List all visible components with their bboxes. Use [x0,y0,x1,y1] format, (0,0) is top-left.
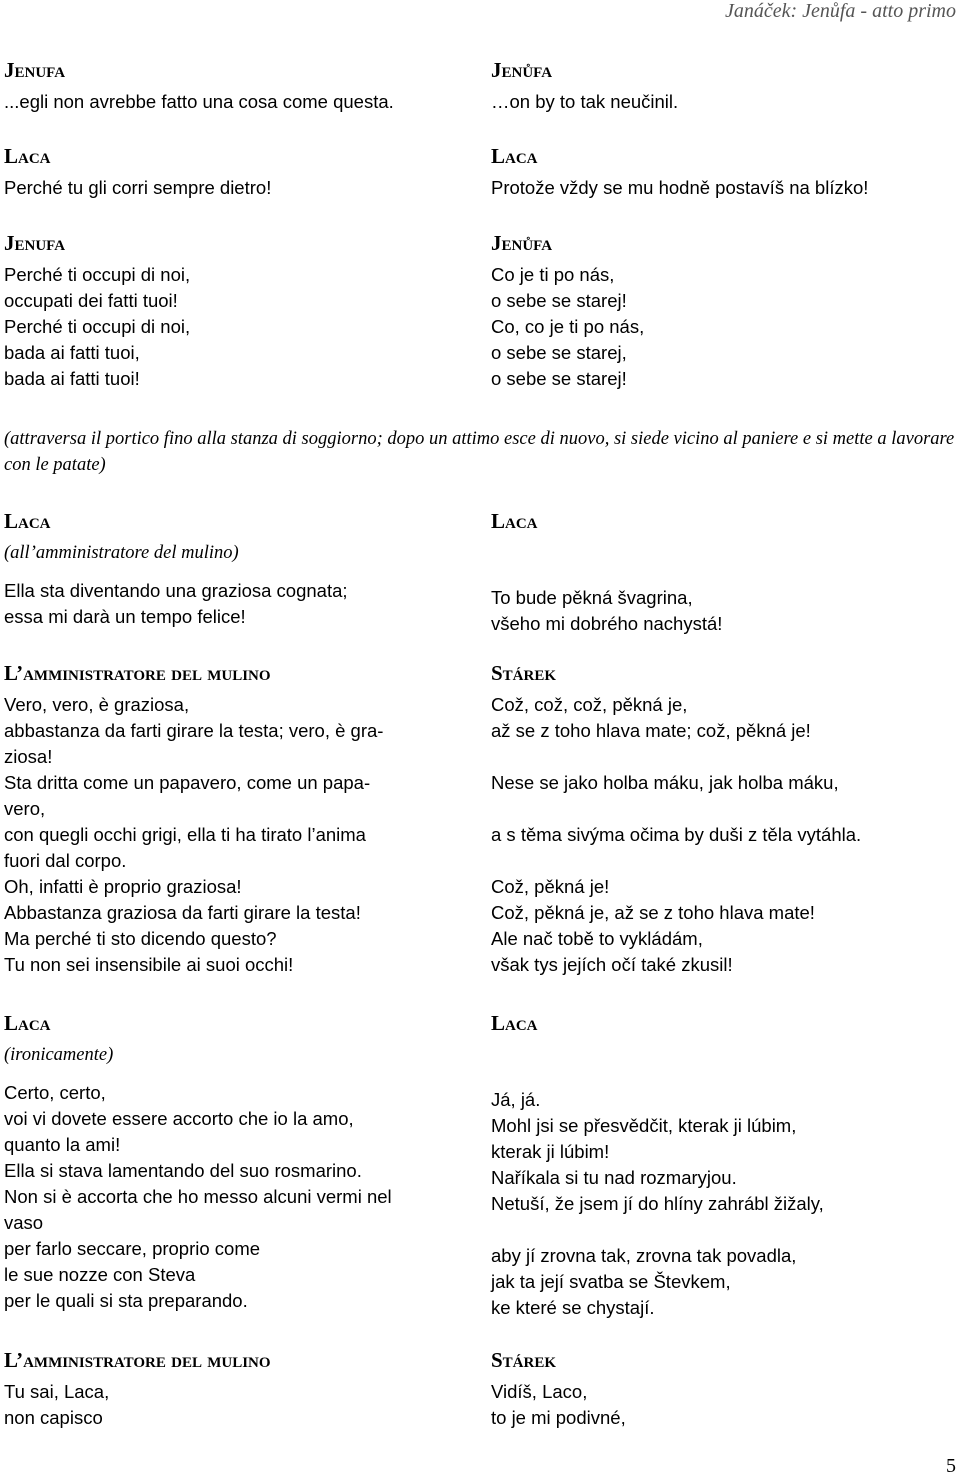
dialogue-line: ...egli non avrebbe fatto una cosa come questa. [4,91,394,112]
dialogue-left-2 [4,144,469,201]
speaker-name: Jenufa [4,58,66,82]
dialogue-line: Abbastanza graziosa da farti girare la testa! [4,902,361,923]
dialogue-right-starek-2 [491,1348,956,1431]
dialogue-line: a s těma sivýma očima by duši z těla vytáhla. [491,824,862,845]
dialogue-line: Ella si stava lamentando del suo rosmarino. [4,1160,362,1181]
dialogue-line: Vero, vero, è graziosa, [4,694,190,715]
dialogue-line: essa mi darà un tempo felice! [4,606,246,627]
dialogue-line: o sebe se starej! [491,290,627,311]
speaker-name: L’amministratore del mulino [4,1348,271,1372]
dialogue-line: vero, [4,798,46,819]
dialogue-line: Což, což, což, pěkná je, [491,694,688,715]
dialogue-line: aby jí zrovna tak, zrovna tak povadla, [491,1245,797,1266]
speaker-name: Jenůfa [491,231,553,255]
dialogue-line: fuori dal corpo. [4,850,127,871]
dialogue-line: Co je ti po nás, [491,264,615,285]
dialogue-line: o sebe se starej! [491,368,627,389]
dialogue-line: Netuší, že jsem jí do hlíny zahrábl žižaly, [491,1193,824,1214]
dialogue-line: o sebe se starej, [491,342,627,363]
speaker-name: Jenůfa [491,58,553,82]
dialogue-line: to je mi podivné, [491,1407,626,1428]
dialogue-line: Perché ti occupi di noi, [4,316,191,337]
speaker-name: L’amministratore del mulino [4,661,271,685]
dialogue-line: Ma perché ti sto dicendo questo? [4,928,277,949]
dialogue-left-3 [4,231,469,392]
dialogue-line: ziosa! [4,746,53,767]
dialogue-line: Tu sai, Laca, [4,1381,110,1402]
dialogue-line: kterak ji lúbim! [491,1141,610,1162]
dialogue-line: Certo, certo, [4,1082,106,1103]
dialogue-line: Ale nač tobě to vykládám, [491,928,703,949]
dialogue-left-laca-2 [4,1011,469,1314]
dialogue-line: Ella sta diventando una graziosa cognata; [4,580,348,601]
dialogue-right-3 [491,231,956,392]
dialogue-line: Nese se jako holba máku, jak holba máku, [491,772,839,793]
dialogue-line: Perché tu gli corri sempre dietro! [4,177,272,198]
speaker-name: Laca [491,1011,538,1035]
stage-note: (all’amministratore del mulino) [4,543,239,563]
dialogue-line: per farlo seccare, proprio come [4,1238,261,1259]
stage-note: (ironicamente) [4,1045,114,1065]
dialogue-right-laca-2 [491,1011,956,1321]
dialogue-line: Což, pěkná je, až se z toho hlava mate! [491,902,815,923]
dialogue-line: con quegli occhi grigi, ella ti ha tirato l’anima [4,824,366,845]
dialogue-line: Sta dritta come un papavero, come un papa- [4,772,371,793]
dialogue-line: všeho mi dobrého nachystá! [491,613,723,634]
page-header: Janáček: Jenůfa - atto primo [724,0,956,22]
dialogue-line: voi vi dovete essere accorto che io la amo, [4,1108,354,1129]
stage-direction: (attraversa il portico fino alla stanza di soggiorno; dopo un attimo esce di nuovo, si siede vicino al paniere e si mette a lavorare con le patate) [4,429,955,475]
dialogue-line: ke které se chystají. [491,1297,655,1318]
speaker-name: Laca [4,144,51,168]
speaker-name: Laca [4,509,51,533]
dialogue-line: Mohl jsi se přesvědčit, kterak ji lúbim, [491,1115,797,1136]
dialogue-line: quanto la ami! [4,1134,121,1155]
speaker-name: Laca [4,1011,51,1035]
dialogue-line: Já, já. [491,1089,541,1110]
dialogue-line: …on by to tak neučinil. [491,91,679,112]
dialogue-line: Oh, infatti è proprio graziosa! [4,876,242,897]
speaker-name: Jenufa [4,231,66,255]
dialogue-line: jak ta její svatba se Števkem, [491,1271,731,1292]
dialogue-line: abbastanza da farti girare la testa; vero, è gra- [4,720,384,741]
dialogue-line: occupati dei fatti tuoi! [4,290,178,311]
dialogue-line: per le quali si sta preparando. [4,1290,248,1311]
dialogue-line: non capisco [4,1407,103,1428]
speaker-name: Laca [491,144,538,168]
dialogue-line: však tys jejích očí také zkusil! [491,954,733,975]
dialogue-right-1 [491,58,956,115]
dialogue-line: Tu non sei insensibile ai suoi occhi! [4,954,294,975]
dialogue-line: Perché ti occupi di noi, [4,264,191,285]
speaker-name: Stárek [491,661,557,685]
dialogue-line: Naříkala si tu nad rozmaryjou. [491,1167,737,1188]
dialogue-line: Co, co je ti po nás, [491,316,645,337]
dialogue-line: vaso [4,1212,44,1233]
page-number: 5 [946,1455,956,1477]
dialogue-line: To bude pěkná švagrina, [491,587,693,608]
dialogue-line: až se z toho hlava mate; což, pěkná je! [491,720,811,741]
dialogue-line: bada ai fatti tuoi, [4,342,140,363]
dialogue-right-2 [491,144,956,201]
dialogue-left-miller [4,661,469,978]
dialogue-line: Protože vždy se mu hodně postavíš na blízko! [491,177,869,198]
dialogue-line: le sue nozze con Steva [4,1264,196,1285]
dialogue-right-starek [491,661,956,978]
dialogue-left-miller-2 [4,1348,469,1431]
dialogue-line: bada ai fatti tuoi! [4,368,140,389]
dialogue-left-1 [4,58,469,115]
speaker-name: Stárek [491,1348,557,1372]
dialogue-line: Non si è accorta che ho messo alcuni vermi nel [4,1186,392,1207]
dialogue-line: Což, pěkná je! [491,876,610,897]
dialogue-line: Vidíš, Laco, [491,1381,588,1402]
dialogue-right-laca [491,509,956,637]
speaker-name: Laca [491,509,538,533]
dialogue-left-laca [4,509,469,630]
